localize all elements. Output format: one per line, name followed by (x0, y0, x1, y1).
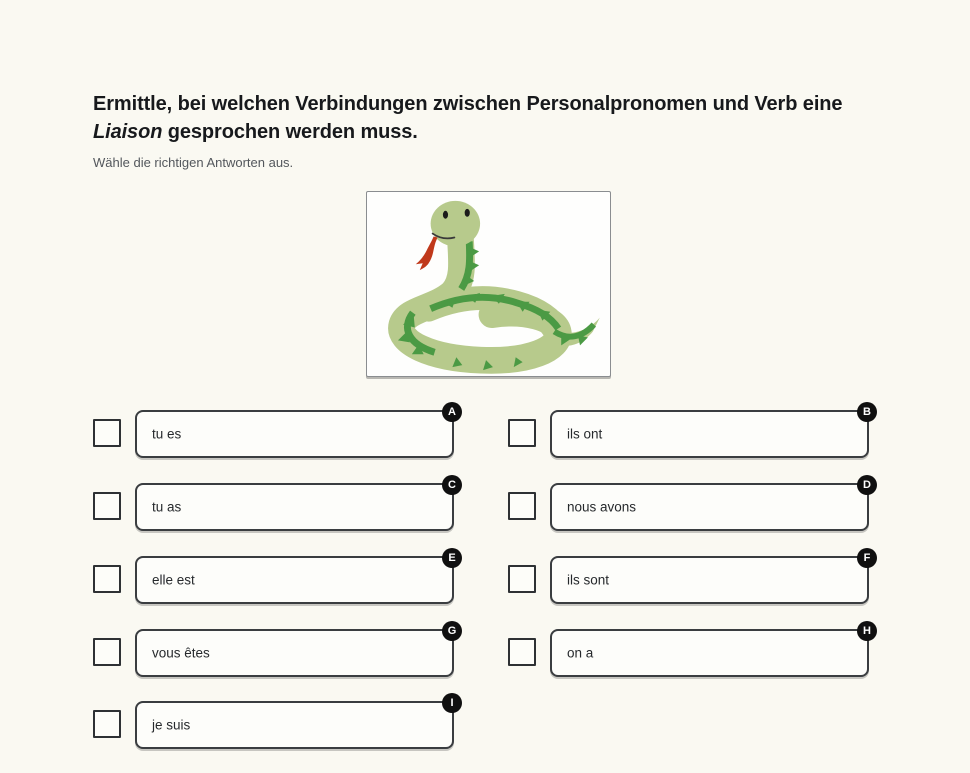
option-letter-badge: F (857, 548, 877, 568)
snake-illustration (367, 192, 610, 376)
option-g-card[interactable] (135, 624, 457, 677)
option-c-checkbox[interactable] (93, 492, 121, 520)
option-a-checkbox[interactable] (93, 419, 121, 447)
title-text-before: Ermittle, bei welchen Verbindungen zwischen Personalpronomen und Verb eine (93, 93, 843, 115)
option-letter-badge: G (442, 621, 462, 641)
option-b (508, 405, 871, 458)
question-title (93, 90, 871, 146)
question-instruction: Wähle die richtigen Antworten aus. (93, 155, 294, 170)
option-f-card[interactable] (550, 551, 871, 604)
option-b-card[interactable] (550, 405, 871, 458)
option-g (93, 624, 457, 677)
option-label: on a (567, 645, 594, 661)
option-label: elle est (152, 572, 195, 588)
option-label: ils ont (567, 426, 603, 442)
option-label: je suis (152, 717, 191, 733)
option-label: ils sont (567, 572, 610, 588)
option-d-card[interactable] (550, 478, 871, 531)
option-c-card[interactable] (135, 478, 456, 531)
illustration-card (366, 191, 611, 377)
option-h-checkbox[interactable] (508, 638, 536, 666)
option-d-checkbox[interactable] (508, 492, 536, 520)
option-e-card[interactable] (135, 551, 456, 604)
option-label: nous avons (567, 499, 637, 515)
option-letter-badge: I (442, 693, 462, 713)
option-i-card[interactable] (135, 696, 454, 749)
option-letter-badge: C (442, 475, 462, 495)
title-text-after: gesprochen werden muss. (162, 121, 418, 143)
option-h (508, 624, 871, 677)
option-f-checkbox[interactable] (508, 565, 536, 593)
option-label: tu es (152, 426, 182, 442)
option-label: vous êtes (152, 645, 210, 661)
option-a (93, 405, 456, 458)
option-d (508, 478, 871, 531)
option-letter-badge: H (857, 621, 877, 641)
option-g-checkbox[interactable] (93, 638, 121, 666)
option-letter-badge: E (442, 548, 462, 568)
option-a-card[interactable] (135, 405, 456, 458)
option-c (93, 478, 456, 531)
option-letter-badge: B (857, 402, 877, 422)
title-italic-word: Liaison (93, 121, 163, 143)
option-h-card[interactable] (550, 624, 871, 677)
option-b-checkbox[interactable] (508, 419, 536, 447)
option-label: tu as (152, 499, 182, 515)
option-letter-badge: A (442, 402, 462, 422)
option-e (93, 551, 456, 604)
option-i (93, 696, 454, 749)
option-i-checkbox[interactable] (93, 710, 121, 738)
option-letter-badge: D (857, 475, 877, 495)
option-f (508, 551, 871, 604)
option-e-checkbox[interactable] (93, 565, 121, 593)
